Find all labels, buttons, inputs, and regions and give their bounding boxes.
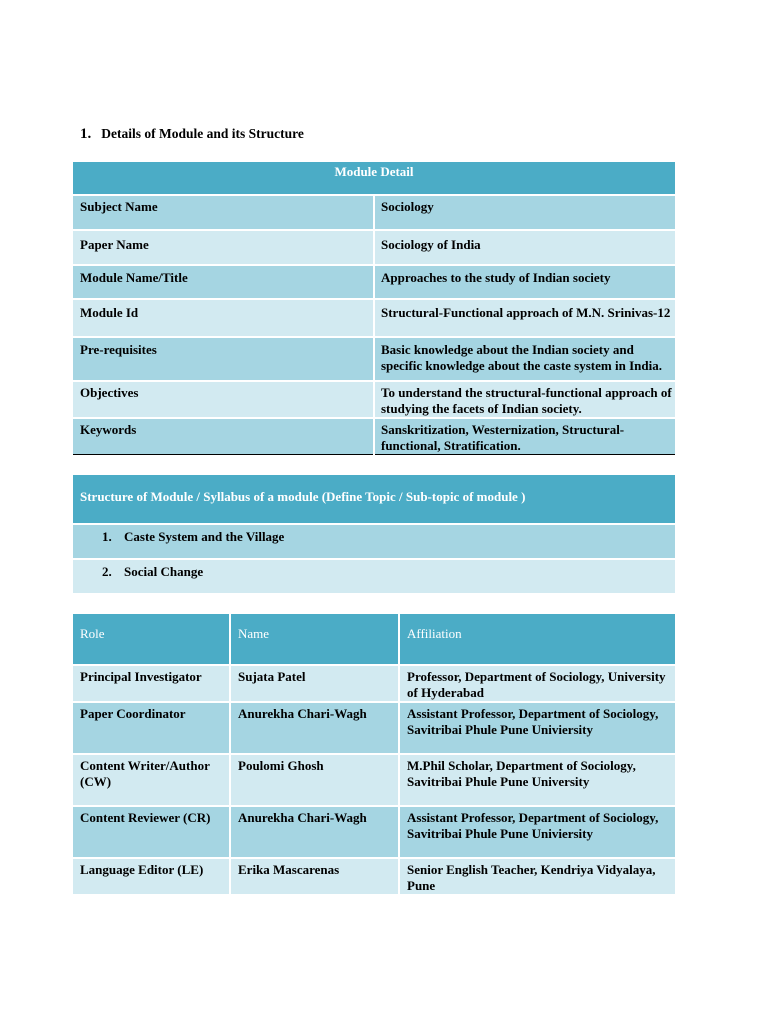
name-cell: Poulomi Ghosh <box>230 754 399 806</box>
row-key: Module Name/Title <box>73 265 374 299</box>
row-value: Approaches to the study of Indian society <box>374 265 675 299</box>
table-header-row <box>73 614 675 665</box>
role-cell: Principal Investigator <box>73 665 230 702</box>
table-header-row <box>73 162 675 195</box>
table-row <box>73 265 675 299</box>
row-key: Module Id <box>73 299 374 337</box>
row-value: Sanskritization, Westernization, Structural-functional, Stratification. <box>374 418 675 455</box>
table-row <box>73 858 675 894</box>
module-detail-title: Module Detail <box>334 164 414 179</box>
row-value: Sociology <box>374 195 675 230</box>
team-table <box>73 614 675 894</box>
table-row <box>73 230 675 265</box>
table-row <box>73 665 675 702</box>
list-item <box>73 524 675 559</box>
affiliation-cell: Senior English Teacher, Kendriya Vidyalaya, Pune <box>399 858 675 894</box>
row-key: Subject Name <box>73 195 374 230</box>
name-cell: Anurekha Chari-Wagh <box>230 806 399 858</box>
affiliation-cell: M.Phil Scholar, Department of Sociology, Savitribai Phule Pune University <box>399 754 675 806</box>
item-number: 2. <box>102 564 112 579</box>
row-value: To understand the structural-functional approach of studying the facets of Indian society. <box>374 381 675 418</box>
role-cell: Language Editor (LE) <box>73 858 230 894</box>
list-item <box>73 559 675 593</box>
name-cell: Sujata Patel <box>230 665 399 702</box>
name-cell: Erika Mascarenas <box>230 858 399 894</box>
table-row <box>73 418 675 455</box>
table-row <box>73 806 675 858</box>
role-cell: Content Reviewer (CR) <box>73 806 230 858</box>
row-key: Pre-requisites <box>73 337 374 381</box>
module-detail-table <box>73 162 675 455</box>
role-cell: Content Writer/Author (CW) <box>73 754 230 806</box>
module-structure-table <box>73 475 675 593</box>
affiliation-cell: Professor, Department of Sociology, University of Hyderabad <box>399 665 675 702</box>
column-header-affiliation: Affiliation <box>399 614 675 665</box>
role-cell: Paper Coordinator <box>73 702 230 754</box>
table-row <box>73 299 675 337</box>
table-row <box>73 381 675 418</box>
row-value: Basic knowledge about the Indian society and specific knowledge about the caste system in India. <box>374 337 675 381</box>
table-row <box>73 195 675 230</box>
structure-title: Structure of Module / Syllabus of a module (Define Topic / Sub-topic of module ) <box>80 489 526 504</box>
section-number: 1. <box>80 126 92 142</box>
table-row <box>73 702 675 754</box>
item-text: Caste System and the Village <box>124 529 285 544</box>
row-value: Structural-Functional approach of M.N. Srinivas-12 <box>374 299 675 337</box>
column-header-role: Role <box>80 626 105 641</box>
table-row <box>73 754 675 806</box>
table-header-row <box>73 475 675 524</box>
item-text: Social Change <box>124 564 204 579</box>
section-title: Details of Module and its Structure <box>101 126 304 141</box>
row-key: Paper Name <box>73 230 374 265</box>
row-key: Objectives <box>73 381 374 418</box>
row-key: Keywords <box>73 418 374 455</box>
row-value: Sociology of India <box>374 230 675 265</box>
affiliation-cell: Assistant Professor, Department of Sociology, Savitribai Phule Pune Univiersity <box>399 806 675 858</box>
table-row <box>73 337 675 381</box>
item-number: 1. <box>102 529 112 544</box>
column-header-name: Name <box>230 614 399 665</box>
name-cell: Anurekha Chari-Wagh <box>230 702 399 754</box>
section-heading <box>80 126 304 143</box>
affiliation-cell: Assistant Professor, Department of Sociology, Savitribai Phule Pune Univiersity <box>399 702 675 754</box>
